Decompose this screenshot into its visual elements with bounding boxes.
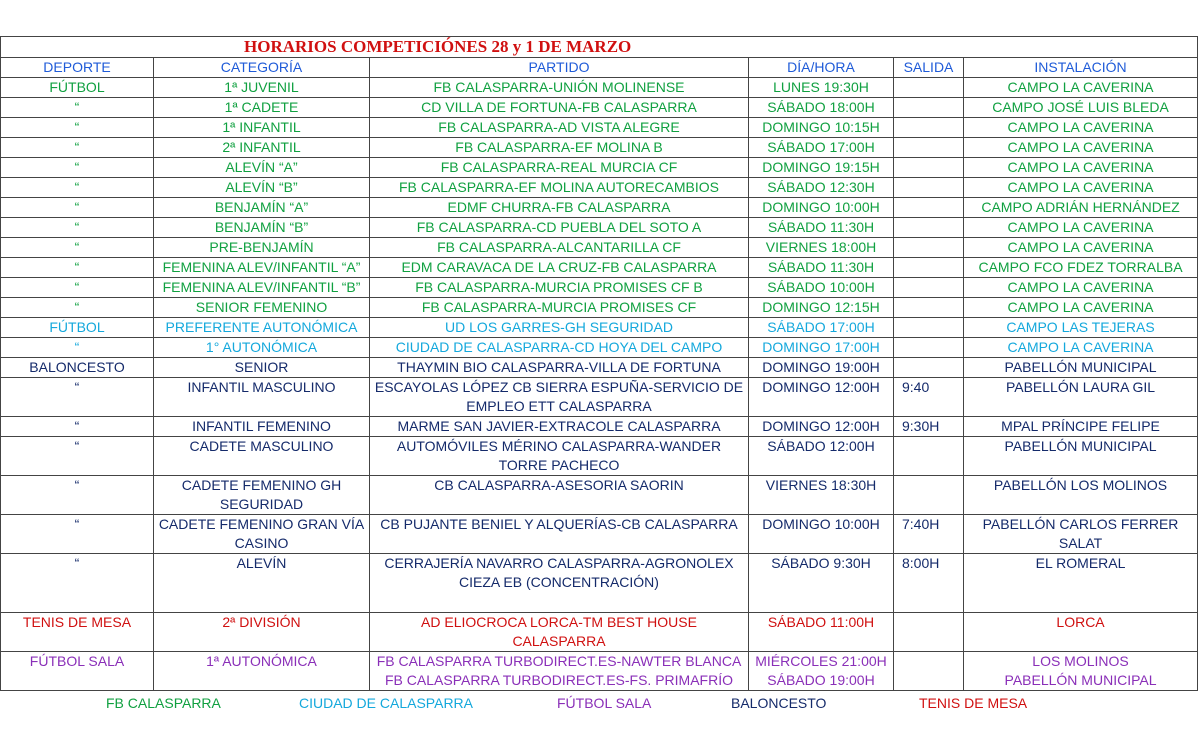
cell-deporte: TENIS DE MESA — [1, 613, 154, 652]
cell-deporte: “ — [1, 238, 154, 258]
cell-partido: FB CALASPARRA-ALCANTARILLA CF — [370, 238, 749, 258]
cell-dia-hora: SÁBADO 17:00H — [749, 138, 894, 158]
cell-instalacion: CAMPO LA CAVERINA — [964, 118, 1198, 138]
table-row — [1, 437, 1198, 476]
cell-salida: 8:00H — [894, 554, 964, 613]
cell-instalacion: CAMPO LA CAVERINA — [964, 158, 1198, 178]
cell-partido: ESCAYOLAS LÓPEZ CB SIERRA ESPUÑA-SERVICIO DE EMPLEO ETT CALASPARRA — [370, 378, 749, 417]
cell-dia-hora: DOMINGO 17:00H — [749, 338, 894, 358]
legend-fb-calasparra: FB CALASPARRA — [106, 695, 221, 711]
color-legend — [0, 695, 1200, 715]
partido-line-1: FB CALASPARRA TURBODIRECT.ES-NAWTER BLANCA — [376, 653, 742, 669]
cell-partido — [370, 652, 749, 691]
cell-partido: FB CALASPARRA-UNIÓN MOLINENSE — [370, 78, 749, 98]
cell-salida — [894, 178, 964, 198]
cell-dia-hora: SÁBADO 11:00H — [749, 613, 894, 652]
table-row — [1, 178, 1198, 198]
cell-deporte: “ — [1, 98, 154, 118]
cell-instalacion: CAMPO LA CAVERINA — [964, 78, 1198, 98]
legend-ciudad-calasparra: CIUDAD DE CALASPARRA — [299, 695, 474, 711]
legend-baloncesto: BALONCESTO — [731, 695, 827, 711]
cell-categoria: CADETE FEMENINO GRAN VÍA CASINO — [154, 515, 370, 554]
cell-deporte: BALONCESTO — [1, 358, 154, 378]
cell-instalacion: CAMPO JOSÉ LUIS BLEDA — [964, 98, 1198, 118]
cell-instalacion: CAMPO FCO FDEZ TORRALBA — [964, 258, 1198, 278]
cell-instalacion: CAMPO ADRIÁN HERNÁNDEZ — [964, 198, 1198, 218]
cell-categoria: BENJAMÍN “A” — [154, 198, 370, 218]
cell-salida — [894, 198, 964, 218]
cell-deporte: FÚTBOL — [1, 318, 154, 338]
cell-deporte: “ — [1, 258, 154, 278]
cell-partido: CD VILLA DE FORTUNA-FB CALASPARRA — [370, 98, 749, 118]
cell-categoria: CADETE MASCULINO — [154, 437, 370, 476]
cell-instalacion: PABELLÓN MUNICIPAL — [964, 358, 1198, 378]
cell-salida — [894, 138, 964, 158]
cell-deporte: “ — [1, 515, 154, 554]
table-row — [1, 278, 1198, 298]
table-row — [1, 476, 1198, 515]
cell-partido: CB CALASPARRA-ASESORIA SAORIN — [370, 476, 749, 515]
cell-deporte: “ — [1, 118, 154, 138]
table-row — [1, 78, 1198, 98]
table-row — [1, 378, 1198, 417]
cell-categoria: INFANTIL MASCULINO — [154, 378, 370, 417]
cell-deporte: “ — [1, 554, 154, 613]
partido-line-2: FB CALASPARRA TURBODIRECT.ES-FS. PRIMAFRÍO — [385, 672, 733, 688]
cell-dia-hora: DOMINGO 12:00H — [749, 378, 894, 417]
cell-deporte: “ — [1, 437, 154, 476]
cell-dia-hora: SÁBADO 11:30H — [749, 218, 894, 238]
cell-categoria: 1° AUTONÓMICA — [154, 338, 370, 358]
table-row — [1, 417, 1198, 437]
cell-instalacion: CAMPO LA CAVERINA — [964, 338, 1198, 358]
cell-deporte: FÚTBOL SALA — [1, 652, 154, 691]
cell-partido: EDM CARAVACA DE LA CRUZ-FB CALASPARRA — [370, 258, 749, 278]
cell-instalacion: PABELLÓN LOS MOLINOS — [964, 476, 1198, 515]
cell-categoria: 1ª CADETE — [154, 98, 370, 118]
cell-instalacion: LORCA — [964, 613, 1198, 652]
cell-categoria: 1ª JUVENIL — [154, 78, 370, 98]
header-row — [1, 58, 1198, 78]
cell-deporte: “ — [1, 218, 154, 238]
cell-instalacion: CAMPO LA CAVERINA — [964, 298, 1198, 318]
cell-salida — [894, 437, 964, 476]
cell-deporte: “ — [1, 178, 154, 198]
table-row — [1, 298, 1198, 318]
cell-dia-hora: DOMINGO 10:00H — [749, 198, 894, 218]
cell-salida — [894, 78, 964, 98]
header-salida: SALIDA — [894, 58, 964, 78]
cell-dia-hora: SÁBADO 18:00H — [749, 98, 894, 118]
table-row — [1, 98, 1198, 118]
cell-categoria: FEMENINA ALEV/INFANTIL “B” — [154, 278, 370, 298]
header-deporte: DEPORTE — [1, 58, 154, 78]
table-row — [1, 652, 1198, 691]
cell-categoria: ALEVÍN — [154, 554, 370, 613]
cell-instalacion: PABELLÓN CARLOS FERRER SALAT — [964, 515, 1198, 554]
cell-instalacion: CAMPO LA CAVERINA — [964, 238, 1198, 258]
cell-dia-hora: DOMINGO 19:15H — [749, 158, 894, 178]
cell-instalacion — [964, 652, 1198, 691]
cell-instalacion: CAMPO LA CAVERINA — [964, 218, 1198, 238]
header-partido: PARTIDO — [370, 58, 749, 78]
table-row — [1, 258, 1198, 278]
cell-partido: MARME SAN JAVIER-EXTRACOLE CALASPARRA — [370, 417, 749, 437]
table-row — [1, 358, 1198, 378]
cell-categoria: 2ª INFANTIL — [154, 138, 370, 158]
cell-categoria: ALEVÍN “B” — [154, 178, 370, 198]
table-row — [1, 554, 1198, 613]
cell-instalacion: PABELLÓN LAURA GIL — [964, 378, 1198, 417]
cell-instalacion: CAMPO LA CAVERINA — [964, 178, 1198, 198]
cell-partido: FB CALASPARRA-REAL MURCIA CF — [370, 158, 749, 178]
dia-line-2: SÁBADO 19:00H — [767, 672, 875, 688]
cell-instalacion: MPAL PRÍNCIPE FELIPE — [964, 417, 1198, 437]
cell-dia-hora: SÁBADO 17:00H — [749, 318, 894, 338]
cell-dia-hora: DOMINGO 12:00H — [749, 417, 894, 437]
cell-partido: FB CALASPARRA-CD PUEBLA DEL SOTO A — [370, 218, 749, 238]
cell-dia-hora: DOMINGO 19:00H — [749, 358, 894, 378]
table-row — [1, 138, 1198, 158]
cell-salida — [894, 118, 964, 138]
cell-categoria: 1ª AUTONÓMICA — [154, 652, 370, 691]
cell-instalacion: PABELLÓN MUNICIPAL — [964, 437, 1198, 476]
table-row — [1, 198, 1198, 218]
table-row — [1, 158, 1198, 178]
cell-dia-hora: SÁBADO 12:00H — [749, 437, 894, 476]
cell-partido: CB PUJANTE BENIEL Y ALQUERÍAS-CB CALASPARRA — [370, 515, 749, 554]
cell-categoria: CADETE FEMENINO GH SEGURIDAD — [154, 476, 370, 515]
cell-partido: CERRAJERÍA NAVARRO CALASPARRA-AGRONOLEX CIEZA EB (CONCENTRACIÓN) — [370, 554, 749, 613]
table-row — [1, 318, 1198, 338]
cell-dia-hora: DOMINGO 12:15H — [749, 298, 894, 318]
cell-partido: FB CALASPARRA-AD VISTA ALEGRE — [370, 118, 749, 138]
cell-salida — [894, 476, 964, 515]
cell-dia-hora — [749, 652, 894, 691]
cell-dia-hora: VIERNES 18:30H — [749, 476, 894, 515]
cell-dia-hora: LUNES 19:30H — [749, 78, 894, 98]
cell-categoria: PRE-BENJAMÍN — [154, 238, 370, 258]
cell-salida — [894, 318, 964, 338]
cell-deporte: FÚTBOL — [1, 78, 154, 98]
header-instalacion: INSTALACIÓN — [964, 58, 1198, 78]
cell-partido: CIUDAD DE CALASPARRA-CD HOYA DEL CAMPO — [370, 338, 749, 358]
cell-salida — [894, 238, 964, 258]
cell-dia-hora: DOMINGO 10:00H — [749, 515, 894, 554]
table-row — [1, 238, 1198, 258]
cell-salida — [894, 338, 964, 358]
cell-instalacion: CAMPO LA CAVERINA — [964, 138, 1198, 158]
cell-deporte: “ — [1, 378, 154, 417]
cell-salida — [894, 652, 964, 691]
instalacion-line-2: PABELLÓN MUNICIPAL — [1004, 672, 1157, 688]
cell-salida — [894, 98, 964, 118]
cell-deporte: “ — [1, 298, 154, 318]
cell-categoria: 1ª INFANTIL — [154, 118, 370, 138]
legend-tenis-de-mesa: TENIS DE MESA — [919, 695, 1028, 711]
cell-partido: THAYMIN BIO CALASPARRA-VILLA DE FORTUNA — [370, 358, 749, 378]
cell-dia-hora: VIERNES 18:00H — [749, 238, 894, 258]
cell-dia-hora: DOMINGO 10:15H — [749, 118, 894, 138]
schedule-sheet — [0, 36, 1200, 691]
cell-deporte: “ — [1, 338, 154, 358]
instalacion-line-1: LOS MOLINOS — [1032, 653, 1129, 669]
cell-salida: 9:30H — [894, 417, 964, 437]
cell-partido: UD LOS GARRES-GH SEGURIDAD — [370, 318, 749, 338]
cell-categoria: FEMENINA ALEV/INFANTIL “A” — [154, 258, 370, 278]
table-row — [1, 613, 1198, 652]
cell-instalacion: CAMPO LA CAVERINA — [964, 278, 1198, 298]
table-row — [1, 515, 1198, 554]
table-row — [1, 118, 1198, 138]
cell-partido: AD ELIOCROCA LORCA-TM BEST HOUSE CALASPARRA — [370, 613, 749, 652]
cell-salida: 9:40 — [894, 378, 964, 417]
cell-deporte: “ — [1, 198, 154, 218]
cell-categoria: ALEVÍN “A” — [154, 158, 370, 178]
cell-categoria: 2ª DIVISIÓN — [154, 613, 370, 652]
table-row — [1, 338, 1198, 358]
cell-salida — [894, 258, 964, 278]
cell-dia-hora: SÁBADO 12:30H — [749, 178, 894, 198]
cell-salida — [894, 158, 964, 178]
cell-salida — [894, 218, 964, 238]
header-categoria: CATEGORÍA — [154, 58, 370, 78]
cell-categoria: INFANTIL FEMENINO — [154, 417, 370, 437]
cell-dia-hora: SÁBADO 10:00H — [749, 278, 894, 298]
cell-categoria: SENIOR FEMENINO — [154, 298, 370, 318]
cell-salida — [894, 613, 964, 652]
cell-partido: FB CALASPARRA-EF MOLINA B — [370, 138, 749, 158]
cell-partido: AUTOMÓVILES MÉRINO CALASPARRA-WANDER TORRE PACHECO — [370, 437, 749, 476]
cell-partido: FB CALASPARRA-EF MOLINA AUTORECAMBIOS — [370, 178, 749, 198]
table-title: HORARIOS COMPETICIÓNES 28 y 1 DE MARZO — [1, 37, 1198, 58]
cell-instalacion: CAMPO LAS TEJERAS — [964, 318, 1198, 338]
cell-deporte: “ — [1, 158, 154, 178]
cell-dia-hora: SÁBADO 11:30H — [749, 258, 894, 278]
cell-instalacion: EL ROMERAL — [964, 554, 1198, 613]
cell-deporte: “ — [1, 278, 154, 298]
header-dia-hora: DÍA/HORA — [749, 58, 894, 78]
cell-deporte: “ — [1, 138, 154, 158]
cell-categoria: BENJAMÍN “B” — [154, 218, 370, 238]
cell-salida: 7:40H — [894, 515, 964, 554]
schedule-table — [0, 36, 1198, 691]
cell-deporte: “ — [1, 476, 154, 515]
cell-categoria: PREFERENTE AUTONÓMICA — [154, 318, 370, 338]
legend-futbol-sala: FÚTBOL SALA — [557, 695, 652, 711]
cell-salida — [894, 358, 964, 378]
cell-partido: FB CALASPARRA-MURCIA PROMISES CF B — [370, 278, 749, 298]
dia-line-1: MIÉRCOLES 21:00H — [755, 653, 887, 669]
cell-partido: FB CALASPARRA-MURCIA PROMISES CF — [370, 298, 749, 318]
cell-salida — [894, 298, 964, 318]
cell-salida — [894, 278, 964, 298]
cell-dia-hora: SÁBADO 9:30H — [749, 554, 894, 613]
cell-partido: EDMF CHURRA-FB CALASPARRA — [370, 198, 749, 218]
cell-categoria: SENIOR — [154, 358, 370, 378]
cell-deporte: “ — [1, 417, 154, 437]
table-row — [1, 218, 1198, 238]
